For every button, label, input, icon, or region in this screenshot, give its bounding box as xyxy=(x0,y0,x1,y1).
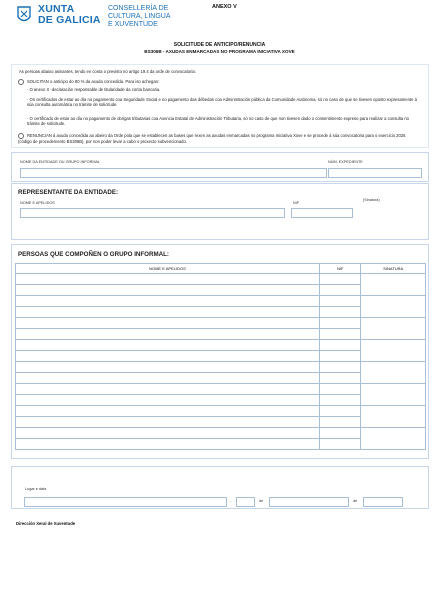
col-name-header: NOME E APELIDOS xyxy=(16,264,320,274)
members-title: PERSOAS QUE COMPOÑEN O GRUPO INFORMAL: xyxy=(18,251,169,258)
member-signature-cell[interactable] xyxy=(361,406,426,428)
bullet-tax: · O certificado de estar ao día no pagamento de obrigas tributarias coa Axencia Estatal de Administración Tributaria, só no caso de que non tivesen dado o consentimento expreso para realizar a consulta no trámite de solicitude. xyxy=(27,116,409,127)
de-label-1: de xyxy=(259,499,264,503)
form-subtitle: BS306B - AXUDAS ENMARCADAS NO PROGRAMA INICIATIVA XOVE xyxy=(144,49,295,54)
members-table xyxy=(15,263,426,450)
footer-department: Dirección Xeral de Xuventude xyxy=(16,521,76,526)
day-field[interactable] xyxy=(236,497,255,507)
member-nif-cell[interactable] xyxy=(319,373,361,384)
member-name-cell[interactable] xyxy=(16,406,320,417)
members-header-row xyxy=(16,264,426,274)
rep-name-label: NOME E APELIDOS xyxy=(20,201,55,205)
rep-nif-label: NIF xyxy=(293,201,300,205)
member-name-cell[interactable] xyxy=(16,307,320,318)
member-nif-cell[interactable] xyxy=(319,285,361,296)
col-signature-header: SINATURA xyxy=(361,264,426,274)
entity-box xyxy=(11,152,429,182)
member-name-cell[interactable] xyxy=(16,274,320,285)
table-row xyxy=(16,362,426,373)
year-field[interactable] xyxy=(363,497,403,507)
request-advance-radio[interactable] xyxy=(18,79,24,85)
member-name-cell[interactable] xyxy=(16,439,320,450)
table-row xyxy=(16,428,426,439)
member-name-cell[interactable] xyxy=(16,395,320,406)
member-nif-cell[interactable] xyxy=(319,351,361,362)
member-name-cell[interactable] xyxy=(16,428,320,439)
member-nif-cell[interactable] xyxy=(319,296,361,307)
table-row xyxy=(16,340,426,351)
member-signature-cell[interactable] xyxy=(361,274,426,296)
member-name-cell[interactable] xyxy=(16,340,320,351)
member-nif-cell[interactable] xyxy=(319,406,361,417)
option-request-label: SOLICITAN o anticipo do 80 % da axuda concedida. Para iso achegan: xyxy=(27,79,160,85)
rep-signature-label: (Sinatura) xyxy=(363,198,380,202)
comma-separator: , xyxy=(230,499,232,503)
logo-text: XUNTA DE GALICIA xyxy=(38,3,101,26)
option-request xyxy=(18,79,418,85)
request-box xyxy=(11,64,429,148)
table-row xyxy=(16,274,426,285)
entity-name-label: NOME DA ENTIDADE OU GRUPO INFORMAL xyxy=(20,160,101,164)
file-number-field[interactable] xyxy=(328,168,422,178)
table-row xyxy=(16,406,426,417)
member-nif-cell[interactable] xyxy=(319,395,361,406)
member-name-cell[interactable] xyxy=(16,285,320,296)
col-nif-header: NIF xyxy=(319,264,361,274)
member-nif-cell[interactable] xyxy=(319,362,361,373)
annex-label: ANEXO V xyxy=(212,4,237,10)
members-table-body xyxy=(16,274,426,450)
rep-nif-field[interactable] xyxy=(291,208,353,218)
member-signature-cell[interactable] xyxy=(361,318,426,340)
member-nif-cell[interactable] xyxy=(319,307,361,318)
file-number-label: NÚM. EXPEDIENTE xyxy=(328,160,363,164)
entity-name-field[interactable] xyxy=(20,168,327,178)
table-row xyxy=(16,296,426,307)
intro-lead: As persoas abaixo asinantes, tendo en conta o previsto no artigo 19.4 da orde de convocatoria: xyxy=(19,69,196,74)
member-nif-cell[interactable] xyxy=(319,340,361,351)
member-name-cell[interactable] xyxy=(16,351,320,362)
member-signature-cell[interactable] xyxy=(361,428,426,450)
de-label-2: de xyxy=(353,499,358,503)
member-signature-cell[interactable] xyxy=(361,340,426,362)
member-signature-cell[interactable] xyxy=(361,362,426,384)
member-nif-cell[interactable] xyxy=(319,318,361,329)
department-name: CONSELLERÍA DE CULTURA, LINGUA E XUVENTUDE xyxy=(108,5,171,28)
member-name-cell[interactable] xyxy=(16,362,320,373)
table-row xyxy=(16,318,426,329)
member-nif-cell[interactable] xyxy=(319,274,361,285)
member-name-cell[interactable] xyxy=(16,417,320,428)
member-nif-cell[interactable] xyxy=(319,417,361,428)
member-name-cell[interactable] xyxy=(16,318,320,329)
table-row xyxy=(16,384,426,395)
place-date-box xyxy=(11,466,429,509)
representative-title: REPRESENTANTE DA ENTIDADE: xyxy=(18,189,119,196)
member-name-cell[interactable] xyxy=(16,384,320,395)
member-nif-cell[interactable] xyxy=(319,384,361,395)
month-field[interactable] xyxy=(269,497,349,507)
xunta-logo xyxy=(16,4,176,30)
option-renounce xyxy=(18,133,420,144)
member-nif-cell[interactable] xyxy=(319,428,361,439)
representative-box xyxy=(11,183,429,240)
option-renounce-label: RENUNCIAN á axuda concedida ao abeiro da Orde pola que se establecen as bases que rexen as axudas enmarcadas no programa Iniciativa Xove e se procede á súa convocatoria para o exercicio 2025 (código de procedemento BS306B), por non poder levar a cabo o proxecto subvencionado. xyxy=(18,133,406,144)
member-nif-cell[interactable] xyxy=(319,439,361,450)
rep-name-field[interactable] xyxy=(20,208,285,218)
member-signature-cell[interactable] xyxy=(361,384,426,406)
member-nif-cell[interactable] xyxy=(319,329,361,340)
bullet-social-security: · Os certificados de estar ao día no pagamento coa Seguridade Social e no pagamento das débedas coa Administración pública da Comunidade Autónoma, só no caso de que se tivesen oposto expresamente á súa consulta automática no trámite de solicitude. xyxy=(27,97,417,108)
member-name-cell[interactable] xyxy=(16,373,320,384)
member-signature-cell[interactable] xyxy=(361,296,426,318)
place-date-label: Lugar e data xyxy=(25,487,47,491)
xunta-emblem-icon xyxy=(16,5,32,25)
place-field[interactable] xyxy=(24,497,227,507)
bullet-bank: · O anexo X -declaración responsable de titularidade da conta bancaria. xyxy=(27,87,161,92)
form-title: SOLICITUDE DE ANTICIPO/RENUNCIA xyxy=(173,42,266,48)
member-name-cell[interactable] xyxy=(16,296,320,307)
members-box xyxy=(11,244,429,459)
member-name-cell[interactable] xyxy=(16,329,320,340)
